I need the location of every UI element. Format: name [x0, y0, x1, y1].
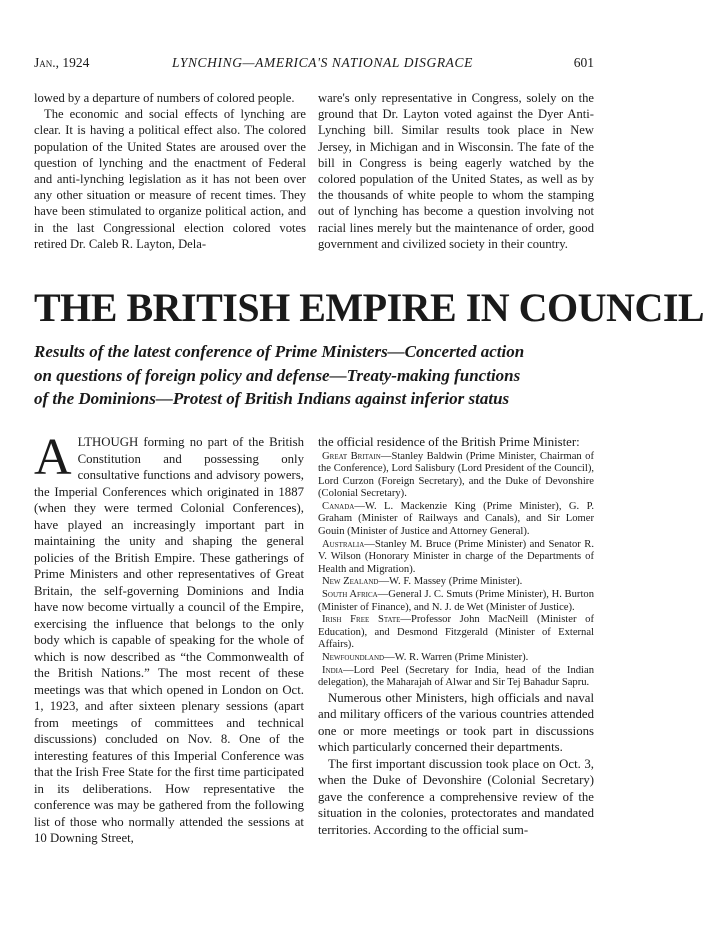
paragraph: The economic and social effects of lynching are clear. It is having a political effect also. The colored population of the United States are aroused over the question of lynching and the enactment of Federal and anti-lynching legislation as it has not been over any other situation or measure of recent times. They have been stimulated to organize political action, and in the last Congressional election colored votes retired Dr. Caleb R. Layton, Dela-: [34, 107, 306, 251]
running-header: [34, 54, 594, 72]
list-item: [318, 665, 594, 690]
previous-article-left-column: [34, 90, 306, 252]
country-name: New Zealand: [322, 576, 379, 588]
country-name: Newfoundland: [322, 652, 385, 663]
delegates: —Stanley M. Bruce (Prime Minister) and Senator R. V. Wilson (Honorary Minister in charge of the Departments of Health and Migration).: [318, 538, 594, 575]
country-name: India: [322, 664, 344, 676]
article-subtitle: [34, 340, 594, 411]
article-right-column: [318, 434, 594, 838]
paragraph: lowed by a departure of numbers of colored people.: [34, 91, 295, 105]
paragraph: the official residence of the British Prime Minister:: [318, 435, 580, 449]
paragraph: ware's only representative in Congress, solely on the ground that Dr. Layton voted against the Dyer Anti-Lynching bill. Similar results took place in New Jersey, in Michigan and in Wisconsin. The fate of the bill in Congress is being eagerly watched by the colored population of the United States, as well as by the thousands of white people to whom the stamping out of lynching has become a question involving not racial lines merely but the maintenance of order, good government and civilized society in their country.: [318, 91, 594, 251]
drop-cap: A: [34, 429, 72, 486]
delegates: —W. R. Warren (Prime Minister).: [384, 652, 529, 663]
delegates: —W. F. Massey (Prime Minister).: [378, 576, 523, 588]
paragraph: LTHOUGH forming no part of the British Constitution and possessing only consultative functions and advisory powers, the Imperial Conferences which originated in 1887 (when they were termed Colonial Conferences), have played an increasingly important part in maintaining the unity and shaping the general policies of the British Empire. These gatherings of Prime Ministers and other representatives of Great Britain, the self-governing Dominions and India have now become virtually a council of the Empire, exercising the influence that belongs to the only body which is capable of speaking for the whole of which is now described as “the Commonwealth of the British Nations.” The most recent of these meetings was that which opened in London on Oct. 1, 1923, and after sixteen plenary sessions (apart from meetings of committees and technical discussions) concluded on Nov. 8. One of the interesting features of this Imperial Conference was that the Irish Free State for the first time participated in its deliberations. How representative the conference was may be gathered from the following list of those who normally attended the sessions at 10 Downing Street,: [34, 435, 304, 845]
paragraph: Numerous other Ministers, high officials and naval and military officers of the various countries attended one or more meetings or took part in discussions which particularly concerned their departments.: [318, 690, 594, 755]
delegates: —Stanley Baldwin (Prime Minister, Chairman of the Conference), Lord Salisbury (Lord President of the Council), Lord Curzon (Foreign Secretary), and the Duke of Devonshire (Colonial Secretary).: [318, 450, 594, 500]
issue-date: Jan., 1924: [34, 55, 90, 70]
country-name: Great Britain: [322, 450, 381, 462]
country-name: Australia: [322, 538, 365, 550]
list-item: [318, 576, 594, 589]
list-item: [318, 539, 594, 577]
delegates: —W. L. Mackenzie King (Prime Minister), G. P. Graham (Minister of Railways and Canals), and Sir Lomer Gouin (Minister of Justice and Attorney General).: [318, 500, 594, 538]
list-item: [318, 501, 594, 539]
subtitle-line: of the Dominions—Protest of British Indians against inferior status: [34, 389, 510, 408]
delegates: —Professor John MacNeill (Minister of Education), and Desmond Fitzgerald (Minister of External Affairs).: [318, 614, 594, 651]
delegates: —General J. C. Smuts (Prime Minister), H. Burton (Minister of Finance), and N. J. de Wet (Minister of Justice).: [318, 589, 594, 613]
list-item: [318, 652, 594, 665]
subtitle-line: Results of the latest conference of Prime Ministers—Concerted action: [34, 342, 525, 361]
delegates: —Lord Peel (Secretary for India, head of the Indian delegation), the Maharajah of Alwar and Sir Tej Bahadur Sapru.: [318, 664, 594, 689]
previous-article-right-column: [318, 90, 594, 252]
article-left-column: [34, 429, 304, 847]
list-item: [318, 451, 594, 501]
delegate-list: [318, 451, 594, 690]
country-name: Canada: [322, 500, 355, 512]
page-number: 601: [573, 55, 594, 70]
subtitle-line: on questions of foreign policy and defense—Treaty-making functions: [34, 365, 521, 385]
list-item: [318, 589, 594, 614]
country-name: South Africa: [322, 589, 378, 601]
country-name: Irish Free State: [322, 614, 401, 626]
running-title: LYNCHING—AMERICA'S NATIONAL DISGRACE: [172, 55, 473, 70]
paragraph: The first important discussion took place on Oct. 3, when the Duke of Devonshire (Colonial Secretary) gave the conference a comprehensive review of the situation in the colonies, protectorates and mandated territories. According to the official sum-: [318, 756, 594, 837]
article-title: THE BRITISH EMPIRE IN COUNCIL: [34, 285, 704, 330]
list-item: [318, 614, 594, 652]
